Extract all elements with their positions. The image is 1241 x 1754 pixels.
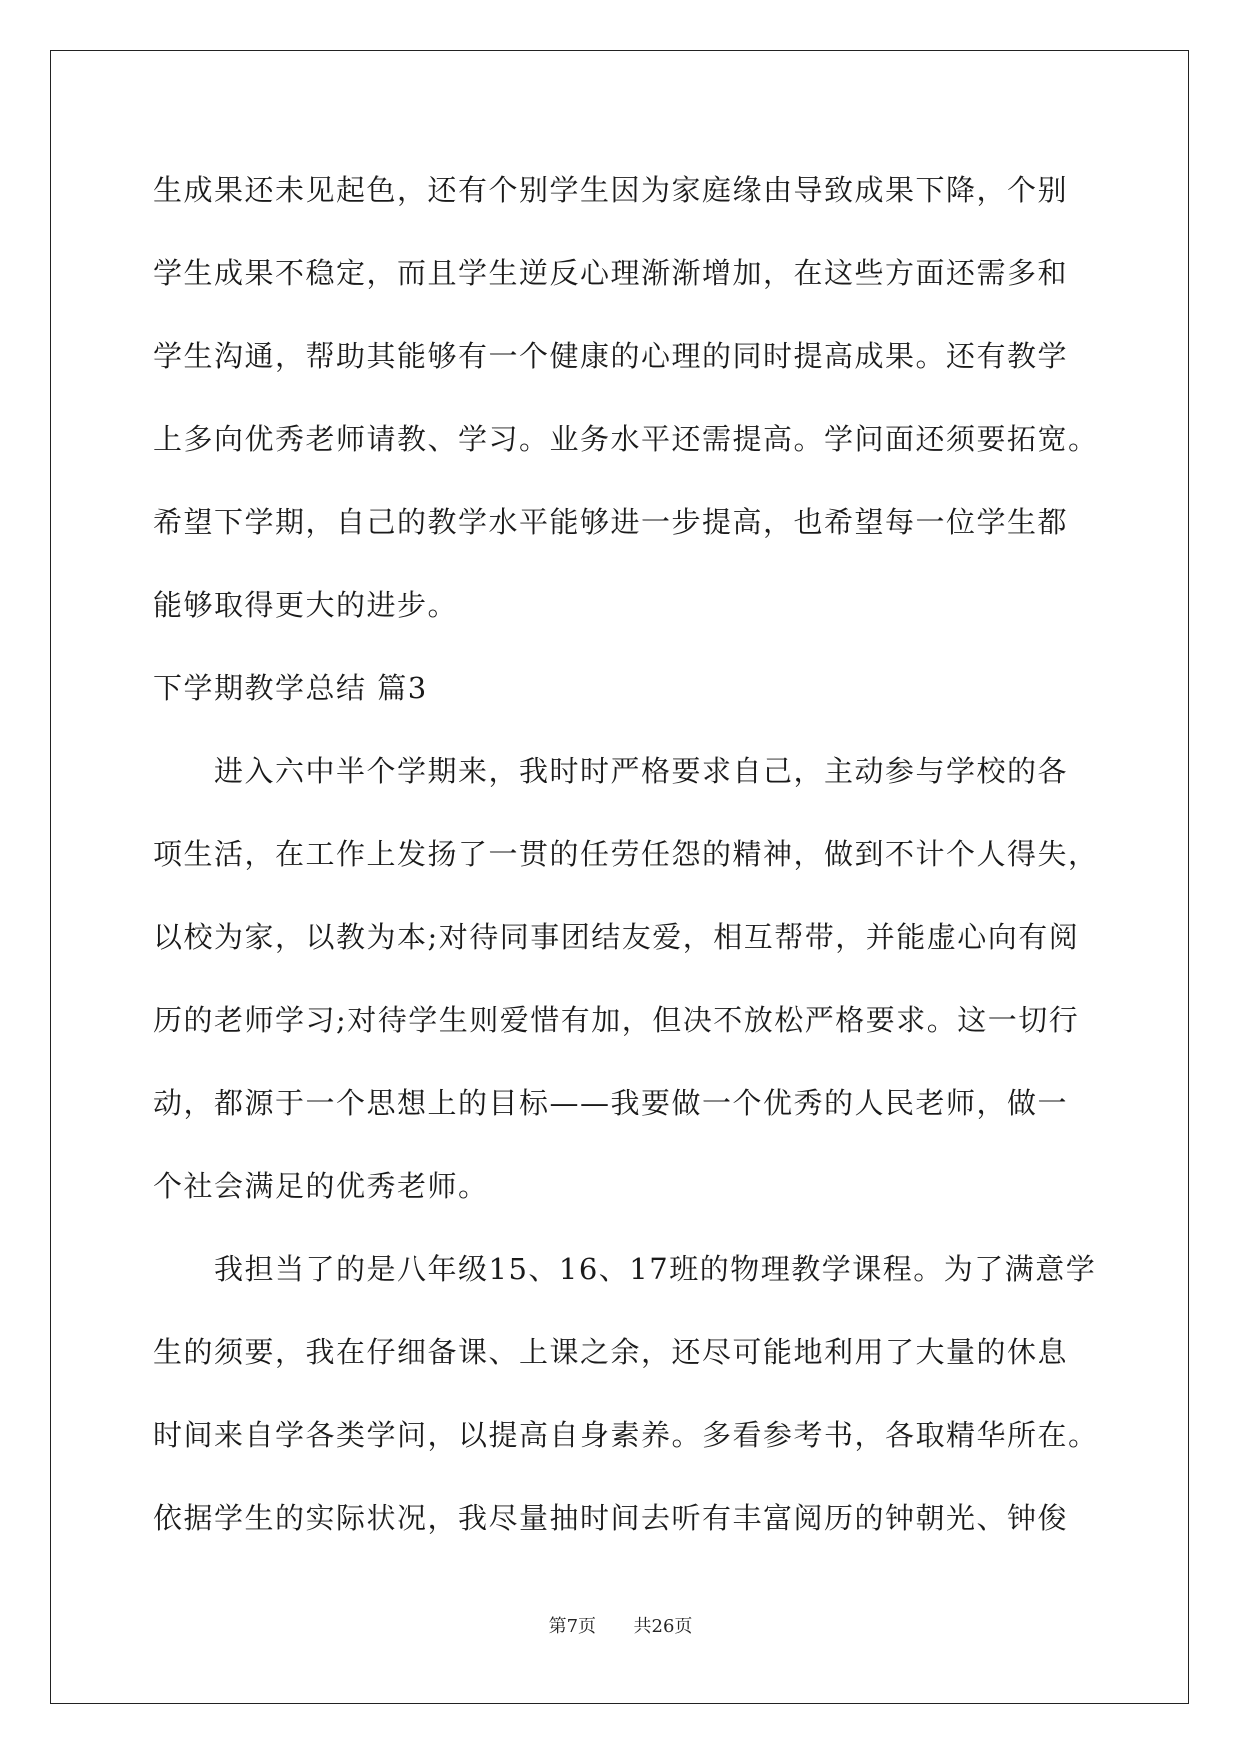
section-heading: 下学期教学总结 篇3: [153, 671, 428, 705]
text-line: 进入六中半个学期来，我时时严格要求自己，主动参与学校的各: [153, 754, 1069, 788]
text-line: 学生成果不稳定，而且学生逆反心理渐渐增加，在这些方面还需多和: [153, 256, 1069, 290]
text-line: 项生活，在工作上发扬了一贯的任劳任怨的精神，做到不计个人得失，: [153, 837, 1099, 871]
page-total: 共26页: [633, 1616, 693, 1637]
page-footer: [0, 1615, 1241, 1639]
page-border: [50, 50, 1189, 1704]
page-number: 第7页: [548, 1616, 597, 1637]
text-line: 个社会满足的优秀老师。: [153, 1169, 489, 1203]
text-line: 以校为家，以教为本;对待同事团结友爱，相互帮带，并能虚心向有阅: [153, 920, 1080, 954]
text-line: 依据学生的实际状况，我尽量抽时间去听有丰富阅历的钟朝光、钟俊: [153, 1501, 1069, 1535]
text-line: 时间来自学各类学问，以提高自身素养。多看参考书，各取精华所在。: [153, 1418, 1099, 1452]
text-line: 生的须要，我在仔细备课、上课之余，还尽可能地利用了大量的休息: [153, 1335, 1069, 1369]
text-line: 历的老师学习;对待学生则爱惜有加，但决不放松严格要求。这一切行: [153, 1003, 1080, 1037]
text-line: 我担当了的是八年级15、16、17班的物理教学课程。为了满意学: [153, 1252, 1097, 1286]
text-line: 希望下学期，自己的教学水平能够进一步提高，也希望每一位学生都: [153, 505, 1069, 539]
text-line: 上多向优秀老师请教、学习。业务水平还需提高。学问面还须要拓宽。: [153, 422, 1099, 456]
text-line: 生成果还未见起色，还有个别学生因为家庭缘由导致成果下降，个别: [153, 173, 1069, 207]
text-line: 学生沟通，帮助其能够有一个健康的心理的同时提高成果。还有教学: [153, 339, 1069, 373]
text-line: 能够取得更大的进步。: [153, 588, 459, 622]
text-line: 动，都源于一个思想上的目标——我要做一个优秀的人民老师，做一: [153, 1086, 1069, 1120]
